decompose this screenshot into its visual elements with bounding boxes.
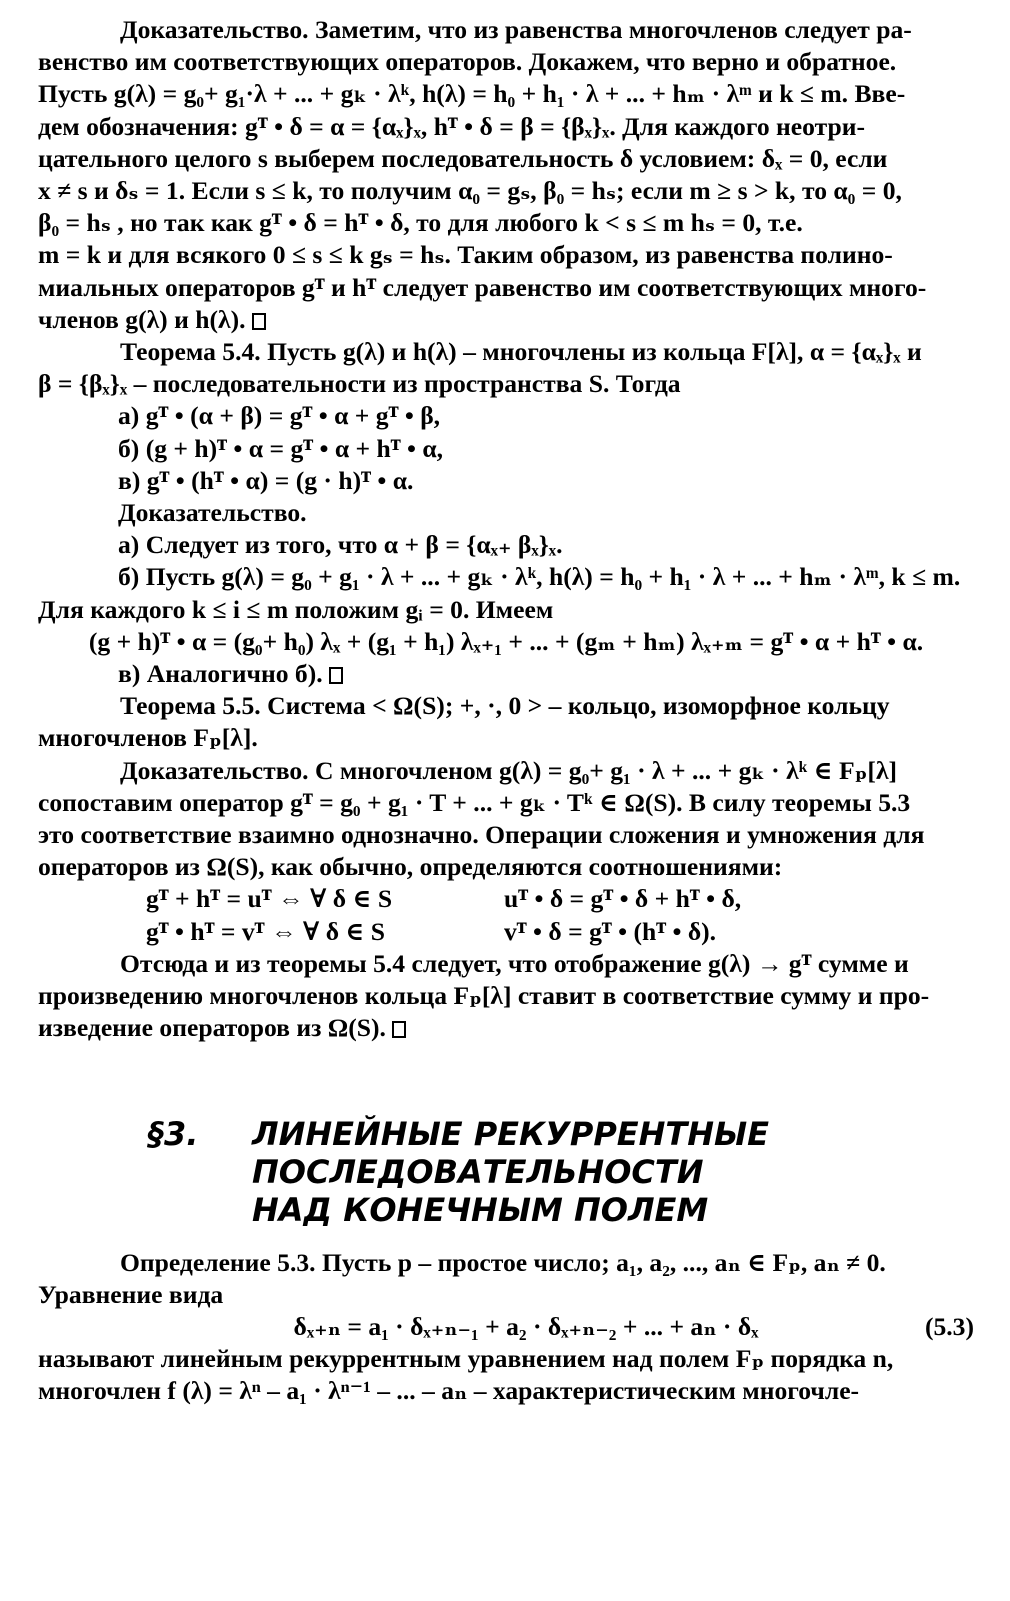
- equation-number: (5.3): [924, 1311, 974, 1341]
- text-line-last: [38, 304, 974, 336]
- qed-square-icon: [329, 667, 343, 684]
- section-title-line: ПОСЛЕДОВАТЕЛЬНОСТИ: [252, 1152, 704, 1191]
- text-line-last: [38, 1012, 974, 1044]
- definition-line: называют линейным рекуррентным уравнением над полем Fₚ порядка n,: [38, 1344, 894, 1374]
- spacer: [38, 1229, 974, 1247]
- definition-line: Уравнение вида: [38, 1279, 224, 1309]
- text-line: цательного целого s выберем последовательность δ условием: δₓ = 0, если: [38, 143, 888, 173]
- text-line: миальных операторов gᵀ и hᵀ следует равенство им соответствующих много-: [38, 272, 927, 302]
- proof-2: [38, 497, 974, 690]
- theorem-5-5: [38, 690, 974, 754]
- definition-line: Определение 5.3. Пусть p – простое число; a₁, a₂, ..., aₙ ∈ Fₚ, aₙ ≠ 0.: [120, 1247, 886, 1277]
- theorem-line: многочленов Fₚ[λ].: [38, 723, 258, 753]
- qed-square-icon: [392, 1021, 406, 1038]
- section-number: §3.: [148, 1114, 199, 1153]
- formula-row: [38, 883, 974, 915]
- theorem-5-4: [38, 336, 974, 497]
- spacer: [38, 1045, 974, 1115]
- formula-right: uᵀ • δ = gᵀ • δ + hᵀ • δ,: [504, 884, 742, 914]
- text-line: Пусть g(λ) = g₀+ g₁·λ + ... + gₖ · λᵏ, h(λ) = h₀ + h₁ · λ + ... + hₘ · λᵐ и k ≤ m. Вве-: [38, 79, 906, 109]
- formula-left: gᵀ + hᵀ = uᵀ ⇔ ∀ δ ∈ S: [146, 884, 393, 914]
- theorem-line: β = {βₓ}ₓ – последовательности из пространства S. Тогда: [38, 369, 681, 399]
- page: [38, 14, 974, 1408]
- text-line: операторов из Ω(S), как обычно, определяются соотношениями:: [38, 852, 783, 882]
- formula: (g + h)ᵀ • α = (g₀+ h₀) λₓ + (g₁ + h₁) λₓ₊₁ + ... + (gₘ + hₘ) λₓ₊ₘ = gᵀ • α + hᵀ • α.: [88, 626, 924, 656]
- text-line: Доказательство. Заметим, что из равенства многочленов следует ра-: [120, 15, 912, 44]
- theorem-item-a: а) gᵀ • (α + β) = gᵀ • α + gᵀ • β,: [118, 401, 441, 431]
- text-line: Отсюда и из теоремы 5.4 следует, что отображение g(λ) → gᵀ сумме и: [120, 948, 909, 978]
- proof-heading: Доказательство.: [118, 498, 307, 528]
- definition-5-3: [38, 1247, 974, 1408]
- text-span: в) Аналогично б).: [118, 659, 323, 689]
- proof-item-a: а) Следует из того, что α + β = {αₓ₊ βₓ}ₓ.: [118, 530, 563, 560]
- text-line: сопоставим оператор gᵀ = g₀ + g₁ · T + ... + gₖ · Tᵏ ∈ Ω(S). В силу теоремы 5.3: [38, 787, 911, 817]
- equation: δₓ₊ₙ = a₁ · δₓ₊ₙ₋₁ + a₂ · δₓ₊ₙ₋₂ + ... + aₙ · δₓ: [293, 1311, 759, 1341]
- formula-left: gᵀ • hᵀ = vᵀ ⇔ ∀ δ ∈ S: [146, 916, 386, 946]
- theorem-line: Теорема 5.5. Система < Ω(S); +, ·, 0 > – кольцо, изоморфное кольцу: [120, 691, 890, 721]
- proof-1: [38, 14, 974, 336]
- qed-square-icon: [252, 313, 266, 330]
- theorem-item-b: б) (g + h)ᵀ • α = gᵀ • α + hᵀ • α,: [118, 433, 444, 463]
- section-heading: [38, 1115, 974, 1229]
- text-line: произведению многочленов кольца Fₚ[λ] ставит в соответствие сумму и про-: [38, 981, 930, 1011]
- proof-3: [38, 755, 974, 1045]
- theorem-item-v: в) gᵀ • (hᵀ • α) = (g · h)ᵀ • α.: [118, 465, 414, 495]
- proof-item-b: б) Пусть g(λ) = g₀ + g₁ · λ + ... + gₖ · λᵏ, h(λ) = h₀ + h₁ · λ + ... + hₘ · λᵐ, k ≤ m.: [118, 562, 961, 592]
- text-line: Для каждого k ≤ i ≤ m положим gᵢ = 0. Имеем: [38, 594, 554, 624]
- text-line: m = k и для всякого 0 ≤ s ≤ k gₛ = hₛ. Таким образом, из равенства полино-: [38, 240, 893, 270]
- text-line: Доказательство. С многочленом g(λ) = g₀+ g₁ · λ + ... + gₖ · λᵏ ∈ Fₚ[λ]: [120, 755, 898, 785]
- theorem-line: Теорема 5.4. Пусть g(λ) и h(λ) – многочлены из кольца F[λ], α = {αₓ}ₓ и: [120, 337, 922, 367]
- text-line: венство им соответствующих операторов. Докажем, что верно и обратное.: [38, 47, 897, 77]
- formula-right: vᵀ • δ = gᵀ • (hᵀ • δ).: [504, 916, 717, 946]
- proof-item-v: [38, 658, 974, 690]
- text-line: это соответствие взаимно однозначно. Операции сложения и умножения для: [38, 820, 925, 850]
- text-span: изведение операторов из Ω(S).: [38, 1013, 386, 1043]
- text-line: β₀ = hₛ , но так как gᵀ • δ = hᵀ • δ, то для любого k < s ≤ m hₛ = 0, т.е.: [38, 208, 803, 238]
- text-line: дем обозначения: gᵀ • δ = α = {αₓ}ₓ, hᵀ • δ = β = {βₓ}ₓ. Для каждого неотри-: [38, 111, 865, 141]
- equation-row: [38, 1311, 974, 1343]
- text-line: x ≠ s и δₛ = 1. Если s ≤ k, то получим α₀ = gₛ, β₀ = hₛ; если m ≥ s > k, то α₀ = 0,: [38, 176, 902, 206]
- section-title-line: ЛИНЕЙНЫЕ РЕКУРРЕНТНЫЕ: [252, 1114, 770, 1153]
- text-span: членов g(λ) и h(λ).: [38, 304, 246, 334]
- definition-line: многочлен f (λ) = λⁿ – a₁ · λⁿ⁻¹ – ... – aₙ – характеристическим многочле-: [38, 1376, 860, 1406]
- section-title-line: НАД КОНЕЧНЫМ ПОЛЕМ: [252, 1190, 709, 1229]
- formula-row: [38, 916, 974, 948]
